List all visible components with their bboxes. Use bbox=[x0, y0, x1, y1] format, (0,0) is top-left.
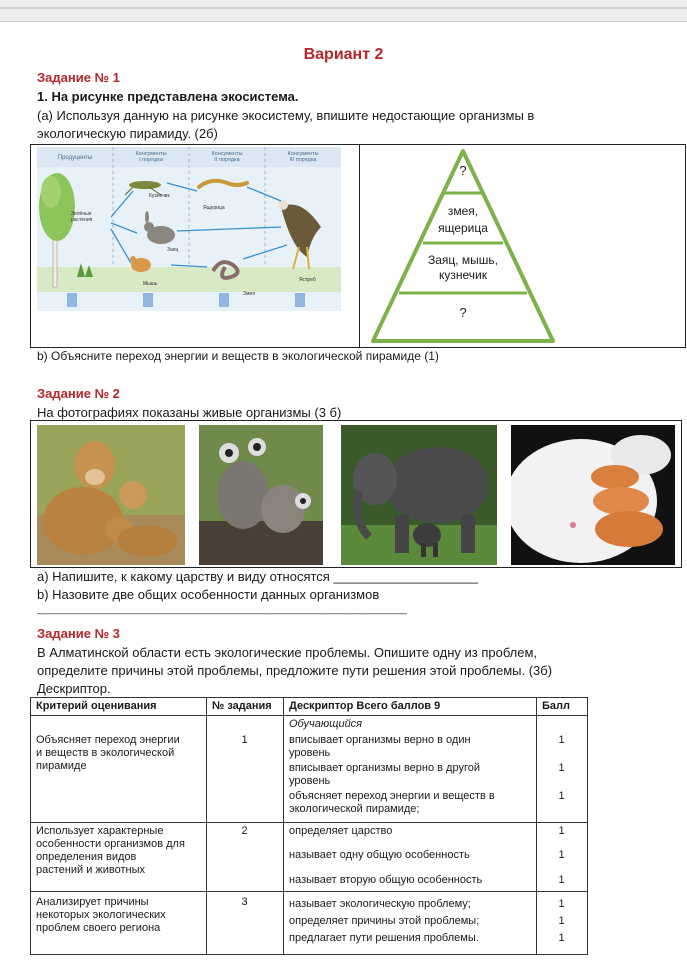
task3-line1: В Алматинской области есть экологические проблемы. Опишите одну из проблем, bbox=[37, 645, 538, 660]
score-4: 1 bbox=[558, 825, 565, 837]
col-consumers-2: Консументы II порядка bbox=[211, 151, 243, 163]
score-1: 1 bbox=[558, 734, 565, 746]
pyramid-level3: Заяц, мышь, кузнечик bbox=[427, 253, 499, 282]
learner-label: Обучающийся bbox=[289, 718, 363, 730]
descriptor-3: объясняет переход энергии и веществ в экологической пирамиде; bbox=[289, 790, 495, 815]
task2-question-a: а) Напишите, к какому царству и виду относятся ____________________ bbox=[37, 569, 479, 584]
header-descriptor: Дескриптор Всего баллов 9 bbox=[289, 700, 441, 712]
task3-title: Задание № 3 bbox=[37, 626, 120, 641]
pyramid-level4: ? bbox=[459, 305, 467, 320]
animal-lizard: Ящерица bbox=[203, 205, 225, 211]
animal-hare: Заяц bbox=[167, 247, 179, 253]
task2-intro: На фотографиях показаны живые организмы (3 б) bbox=[37, 405, 342, 420]
task-number-3: 3 bbox=[241, 896, 248, 908]
photo-lemurs bbox=[199, 425, 323, 565]
score-2: 1 bbox=[558, 762, 565, 774]
score-3: 1 bbox=[558, 790, 565, 802]
ecosystem-diagram bbox=[37, 147, 341, 311]
task3-line2: определите причины этой проблемы, предложите пути решения этой проблемы. (3б) bbox=[37, 663, 553, 678]
task2-question-b: b) Назовите две общих особенности данных организмов bbox=[37, 587, 380, 602]
task2-title: Задание № 2 bbox=[37, 386, 120, 401]
task-number-2: 2 bbox=[241, 825, 248, 837]
task1-subtitle: 1. На рисунке представлена экосистема. bbox=[37, 89, 299, 104]
viewer-top-bar bbox=[0, 0, 687, 22]
criterion-2: Использует характерные особенности организмов для определения видов растений и животных bbox=[36, 825, 185, 876]
photo-elephants bbox=[341, 425, 497, 565]
descriptor-7: называет экологическую проблему; bbox=[289, 898, 471, 910]
animal-mouse: Мышь bbox=[143, 281, 158, 287]
criterion-3: Анализирует причины некоторых экологических проблем своего региона bbox=[36, 896, 166, 934]
task1-part-a-line1: (а) Используя данную на рисунке экосистему, впишите недостающие организмы в bbox=[37, 108, 535, 123]
descriptor-8: определяет причины этой проблемы; bbox=[289, 915, 480, 927]
task1-part-a-line2: экологическую пирамиду. (2б) bbox=[37, 126, 218, 141]
animal-grasshopper: Кузнечик bbox=[149, 193, 170, 199]
descriptor-4: определяет царство bbox=[289, 825, 393, 837]
score-6: 1 bbox=[558, 874, 565, 886]
task1-title: Задание № 1 bbox=[37, 70, 120, 85]
photos-box bbox=[30, 420, 682, 568]
variant-title: Вариант 2 bbox=[303, 46, 384, 63]
descriptor-2: вписывает организмы верно в другой уровень bbox=[289, 762, 480, 787]
pyramid-level2: змея, ящерица bbox=[438, 204, 488, 235]
header-score: Балл bbox=[542, 700, 570, 712]
score-9: 1 bbox=[558, 932, 565, 944]
header-task-number: № задания bbox=[212, 700, 272, 712]
task2-answer-line: _________________________________________________________________________ bbox=[37, 604, 407, 615]
animal-hawk: Ястреб bbox=[299, 277, 316, 283]
task3-line3: Дескриптор. bbox=[37, 681, 111, 696]
photo-lions bbox=[37, 425, 185, 565]
animal-snake: Змея bbox=[243, 291, 255, 297]
score-8: 1 bbox=[558, 915, 565, 927]
descriptor-5: называет одну общую особенность bbox=[289, 849, 470, 861]
descriptor-6: называет вторую общую особенность bbox=[289, 874, 483, 886]
score-7: 1 bbox=[558, 898, 565, 910]
photo-cat-kittens bbox=[511, 425, 675, 565]
task-number-1: 1 bbox=[241, 734, 248, 746]
score-5: 1 bbox=[558, 849, 565, 861]
col-consumers-1: Консументы I порядка bbox=[135, 151, 167, 163]
col-consumers-3: Консументы III порядка bbox=[287, 151, 319, 163]
col-producers: Продуценты bbox=[57, 155, 93, 161]
task1-part-b: b) Объясните переход энергии и веществ в экологической пирамиде (1) bbox=[37, 349, 439, 363]
ecosystem-box bbox=[30, 144, 686, 348]
descriptor-9: предлагает пути решения проблемы. bbox=[289, 932, 479, 944]
criterion-1: Объясняет переход энергии и веществ в экологической пирамиде bbox=[36, 734, 180, 772]
assessment-table bbox=[30, 697, 588, 955]
svg-text:Зелёныерастения: Зелёные растения bbox=[71, 211, 93, 223]
header-criterion: Критерий оценивания bbox=[36, 700, 157, 712]
pyramid-level1: ? bbox=[459, 163, 467, 178]
descriptor-1: вписывает организмы верно в один уровень bbox=[289, 734, 471, 759]
